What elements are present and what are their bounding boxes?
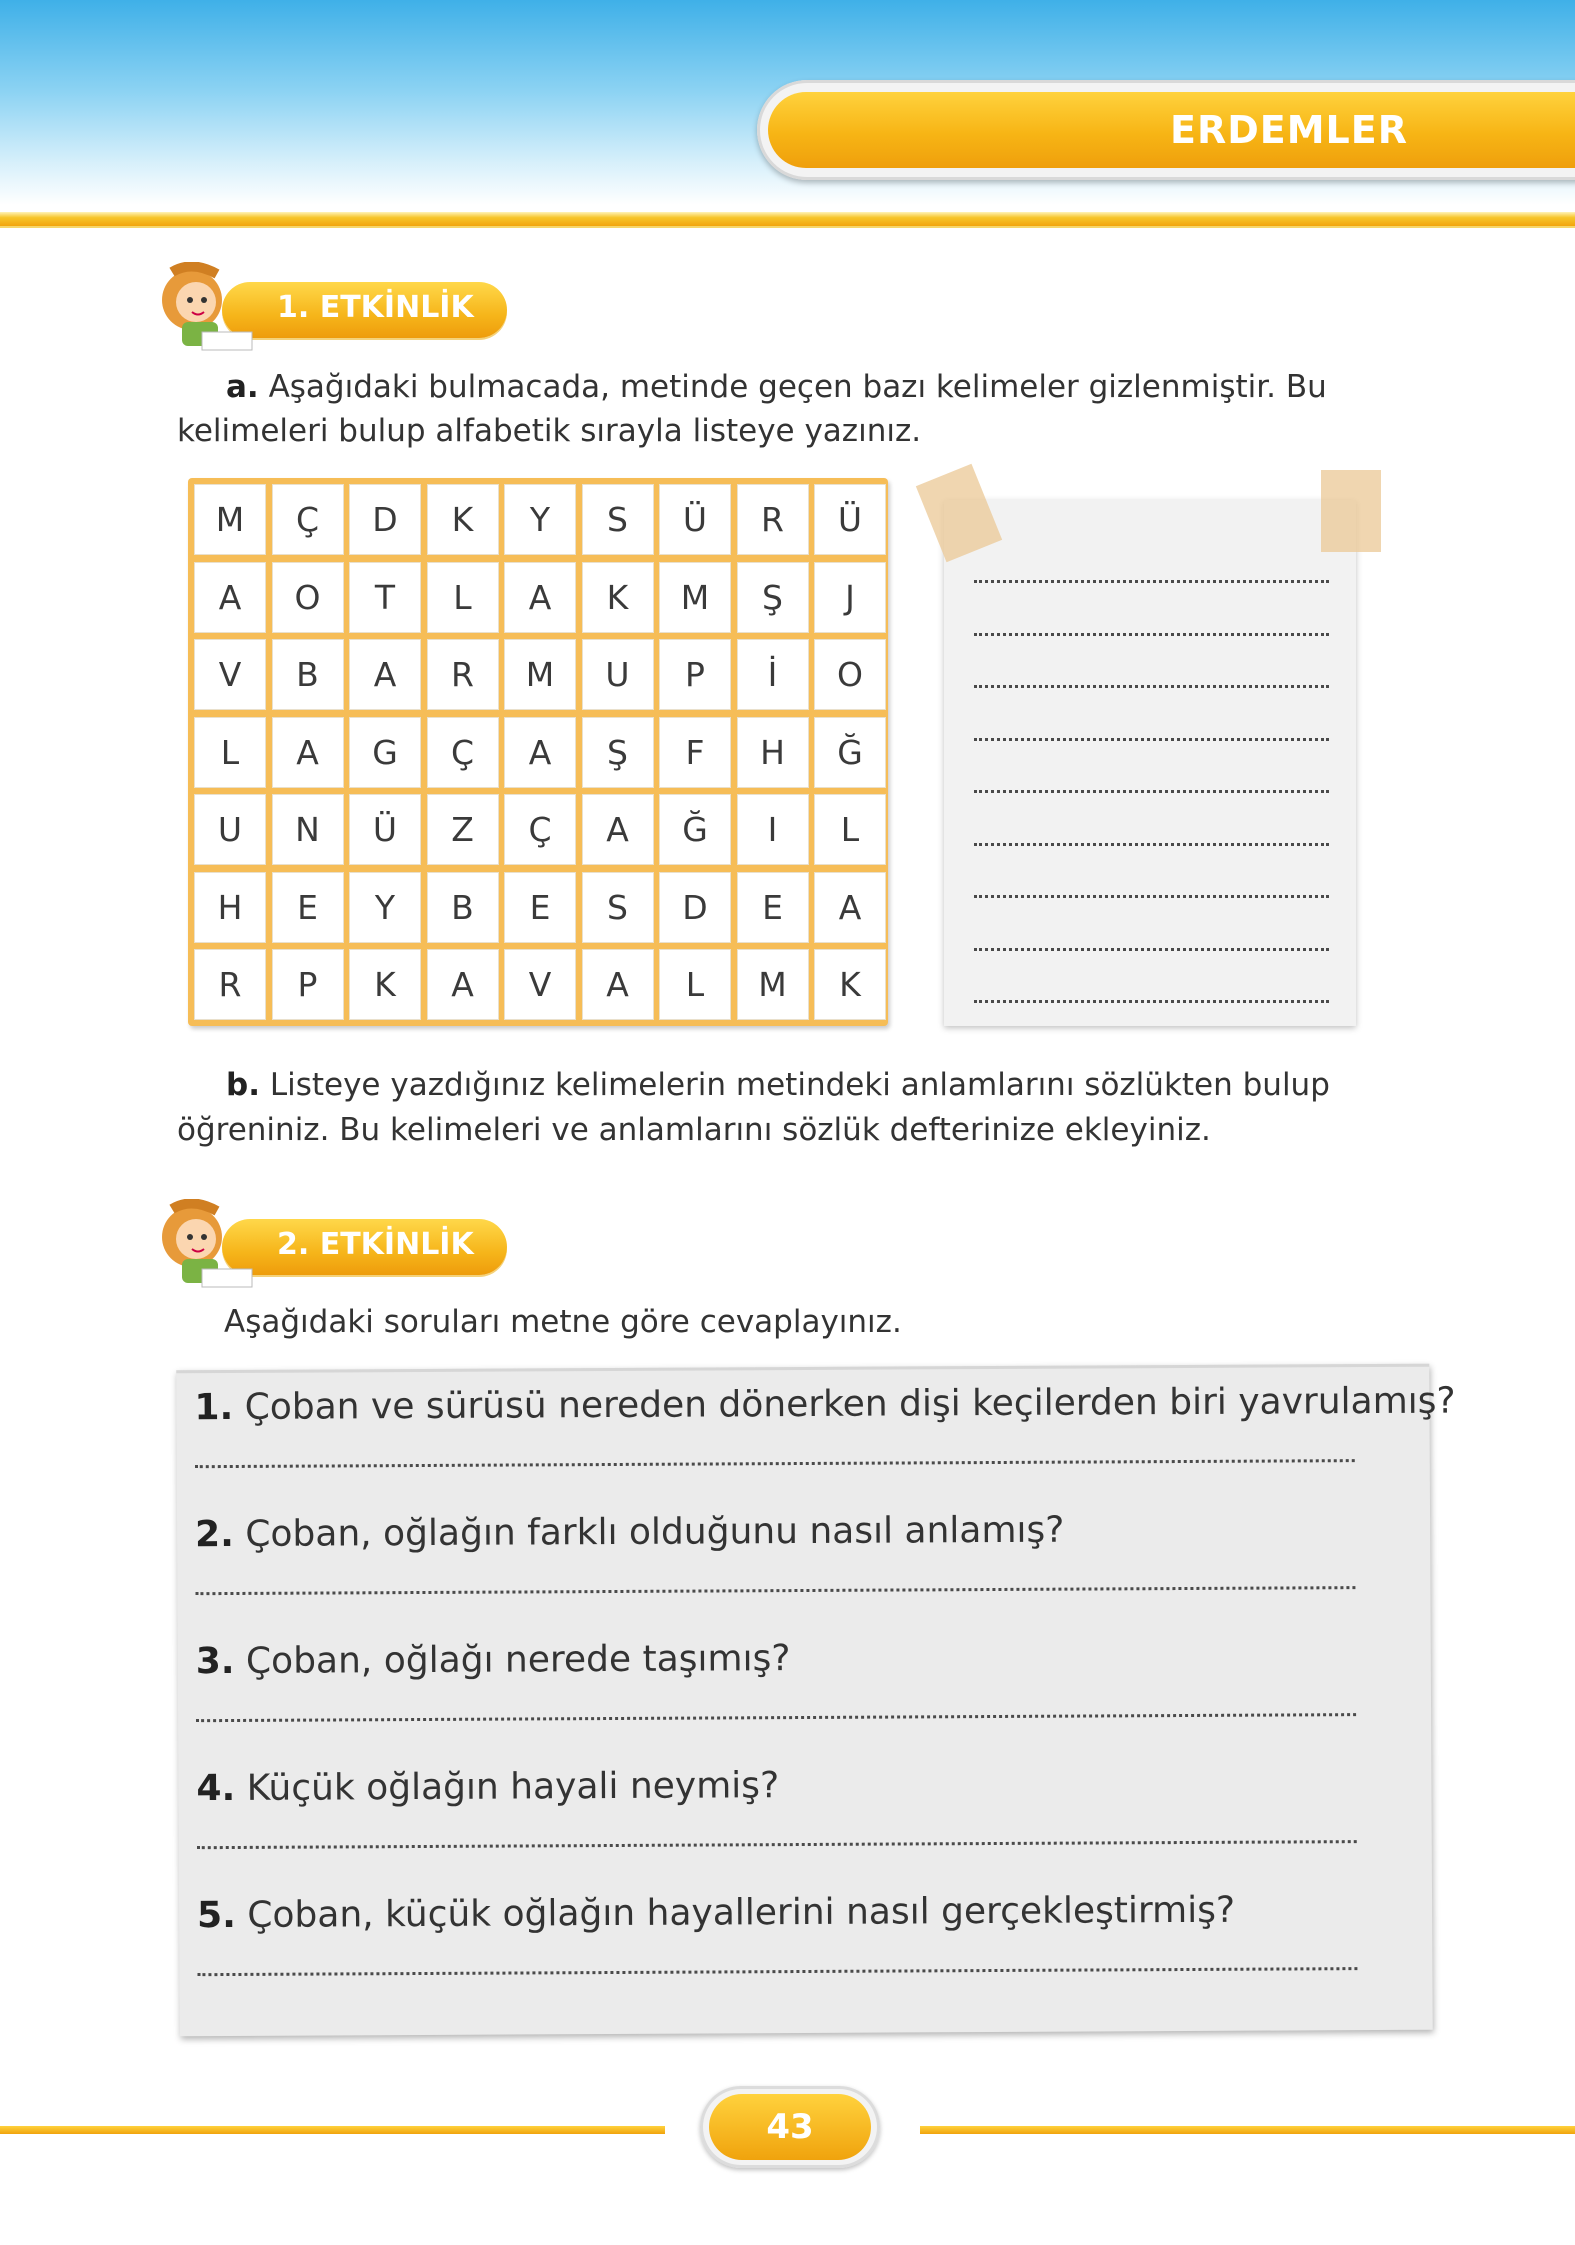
grid-cell: K xyxy=(427,484,499,555)
question-text: Çoban, oğlağın farklı olduğunu nasıl anlamış? xyxy=(245,1509,1065,1555)
tape-right xyxy=(1321,470,1381,552)
answer-line[interactable] xyxy=(974,948,1329,951)
grid-cell: Ç xyxy=(272,484,344,555)
answer-line[interactable] xyxy=(197,1840,1357,1849)
grid-cell: T xyxy=(349,562,421,633)
instruction-b-line2: öğreniniz. Bu kelimeleri ve anlamlarını sözlük defterinize ekleyiniz. xyxy=(177,1112,1211,1148)
grid-cell: V xyxy=(194,639,266,710)
answer-line[interactable] xyxy=(974,1000,1329,1003)
answer-line[interactable] xyxy=(974,738,1329,741)
grid-cell: L xyxy=(194,717,266,788)
grid-cell: B xyxy=(272,639,344,710)
question-1 xyxy=(194,1381,1455,1429)
grid-cell: G xyxy=(349,717,421,788)
grid-cell: Ü xyxy=(814,484,886,555)
grid-cell: O xyxy=(272,562,344,633)
grid-cell: A xyxy=(194,562,266,633)
activity-1-badge xyxy=(152,268,517,348)
answer-line[interactable] xyxy=(974,895,1329,898)
grid-cell: M xyxy=(737,949,809,1020)
grid-cell: U xyxy=(194,794,266,865)
grid-cell: R xyxy=(194,949,266,1020)
footer-line-left xyxy=(0,2126,665,2134)
instruction-a-line1 xyxy=(226,365,1327,409)
answer-line[interactable] xyxy=(974,685,1329,688)
answer-line[interactable] xyxy=(974,580,1329,583)
grid-cell: L xyxy=(427,562,499,633)
grid-cell: F xyxy=(659,717,731,788)
grid-cell: A xyxy=(582,949,654,1020)
activity-title: 2. ETKİNLİK xyxy=(277,1227,474,1262)
grid-cell: P xyxy=(659,639,731,710)
grid-cell: O xyxy=(814,639,886,710)
answer-line[interactable] xyxy=(195,1459,1355,1468)
grid-cell: I xyxy=(737,794,809,865)
grid-cell: Ç xyxy=(504,794,576,865)
question-number: 2. xyxy=(195,1513,234,1556)
grid-cell: P xyxy=(272,949,344,1020)
answer-line[interactable] xyxy=(974,843,1329,846)
grid-cell: İ xyxy=(737,639,809,710)
question-number: 1. xyxy=(194,1386,234,1429)
grid-cell: A xyxy=(504,562,576,633)
grid-cell: L xyxy=(814,794,886,865)
grid-cell: Ğ xyxy=(814,717,886,788)
grid-cell: Ş xyxy=(737,562,809,633)
grid-cell: K xyxy=(814,949,886,1020)
girl-writing-icon xyxy=(152,262,272,358)
grid-cell: E xyxy=(737,872,809,943)
page-number-badge xyxy=(700,2086,880,2168)
grid-cell: N xyxy=(272,794,344,865)
grid-cell: Z xyxy=(427,794,499,865)
header-stripe xyxy=(0,212,1575,228)
instruction-b-text: Listeye yazdığınız kelimelerin metindeki anlamlarını sözlükten bulup xyxy=(269,1067,1330,1103)
answer-line[interactable] xyxy=(196,1713,1356,1722)
grid-cell: J xyxy=(814,562,886,633)
question-number: 3. xyxy=(195,1640,235,1683)
grid-cell: Ü xyxy=(659,484,731,555)
question-text: Çoban ve sürüsü nereden dönerken dişi keçilerden biri yavrulamış? xyxy=(244,1380,1456,1428)
grid-cell: D xyxy=(349,484,421,555)
activity-title: 1. ETKİNLİK xyxy=(277,290,474,325)
grid-cell: L xyxy=(659,949,731,1020)
grid-cell: M xyxy=(194,484,266,555)
grid-cell: M xyxy=(504,639,576,710)
grid-cell: A xyxy=(814,872,886,943)
instruction-b-line1 xyxy=(226,1063,1330,1107)
question-text: Çoban, oğlağı nerede taşımış? xyxy=(245,1638,791,1682)
activity-2-instruction: Aşağıdaki soruları metne göre cevaplayınız. xyxy=(224,1304,902,1340)
answer-line[interactable] xyxy=(195,1586,1355,1595)
grid-cell: R xyxy=(737,484,809,555)
answer-note-card xyxy=(944,500,1356,1026)
grid-cell: S xyxy=(582,484,654,555)
instruction-a-text: Aşağıdaki bulmacada, metinde geçen bazı kelimeler gizlenmiştir. Bu xyxy=(268,369,1327,405)
question-number: 5. xyxy=(197,1894,236,1937)
tape-left xyxy=(916,464,1002,563)
grid-cell: Ğ xyxy=(659,794,731,865)
grid-cell: R xyxy=(427,639,499,710)
grid-cell: B xyxy=(427,872,499,943)
question-number: 4. xyxy=(196,1767,236,1810)
question-5 xyxy=(197,1890,1235,1936)
answer-line[interactable] xyxy=(974,790,1329,793)
questions-box xyxy=(176,1364,1456,2037)
footer-line-right xyxy=(920,2126,1575,2134)
grid-cell: K xyxy=(349,949,421,1020)
grid-cell: A xyxy=(349,639,421,710)
answer-line[interactable] xyxy=(974,633,1329,636)
activity-2-badge xyxy=(152,1205,517,1285)
question-text: Küçük oğlağın hayali neymiş? xyxy=(246,1765,780,1809)
grid-cell: Ş xyxy=(582,717,654,788)
grid-cell: K xyxy=(582,562,654,633)
part-letter-a: a. xyxy=(226,369,259,405)
grid-cell: V xyxy=(504,949,576,1020)
grid-cell: U xyxy=(582,639,654,710)
instruction-a-line2: kelimeleri bulup alfabetik sırayla listeye yazınız. xyxy=(177,413,922,449)
girl-writing-icon xyxy=(152,1199,272,1295)
grid-cell: E xyxy=(272,872,344,943)
grid-cell: A xyxy=(504,717,576,788)
grid-cell: Y xyxy=(504,484,576,555)
answer-line[interactable] xyxy=(197,1967,1357,1976)
grid-cell: Ü xyxy=(349,794,421,865)
page-number: 43 xyxy=(709,2094,871,2160)
grid-cell: E xyxy=(504,872,576,943)
grid-cell: S xyxy=(582,872,654,943)
section-title: ERDEMLER xyxy=(1170,108,1408,152)
question-3 xyxy=(196,1638,791,1682)
grid-cell: A xyxy=(582,794,654,865)
grid-cell: H xyxy=(737,717,809,788)
grid-cell: Y xyxy=(349,872,421,943)
grid-cell: D xyxy=(659,872,731,943)
question-2 xyxy=(195,1510,1064,1556)
grid-cell: H xyxy=(194,872,266,943)
grid-cell: M xyxy=(659,562,731,633)
question-text: Çoban, küçük oğlağın hayallerini nasıl gerçekleştirmiş? xyxy=(247,1889,1236,1936)
word-search-grid xyxy=(188,478,888,1026)
question-4 xyxy=(196,1765,779,1809)
part-letter-b: b. xyxy=(226,1067,260,1103)
grid-cell: Ç xyxy=(427,717,499,788)
grid-cell: A xyxy=(272,717,344,788)
grid-cell: A xyxy=(427,949,499,1020)
